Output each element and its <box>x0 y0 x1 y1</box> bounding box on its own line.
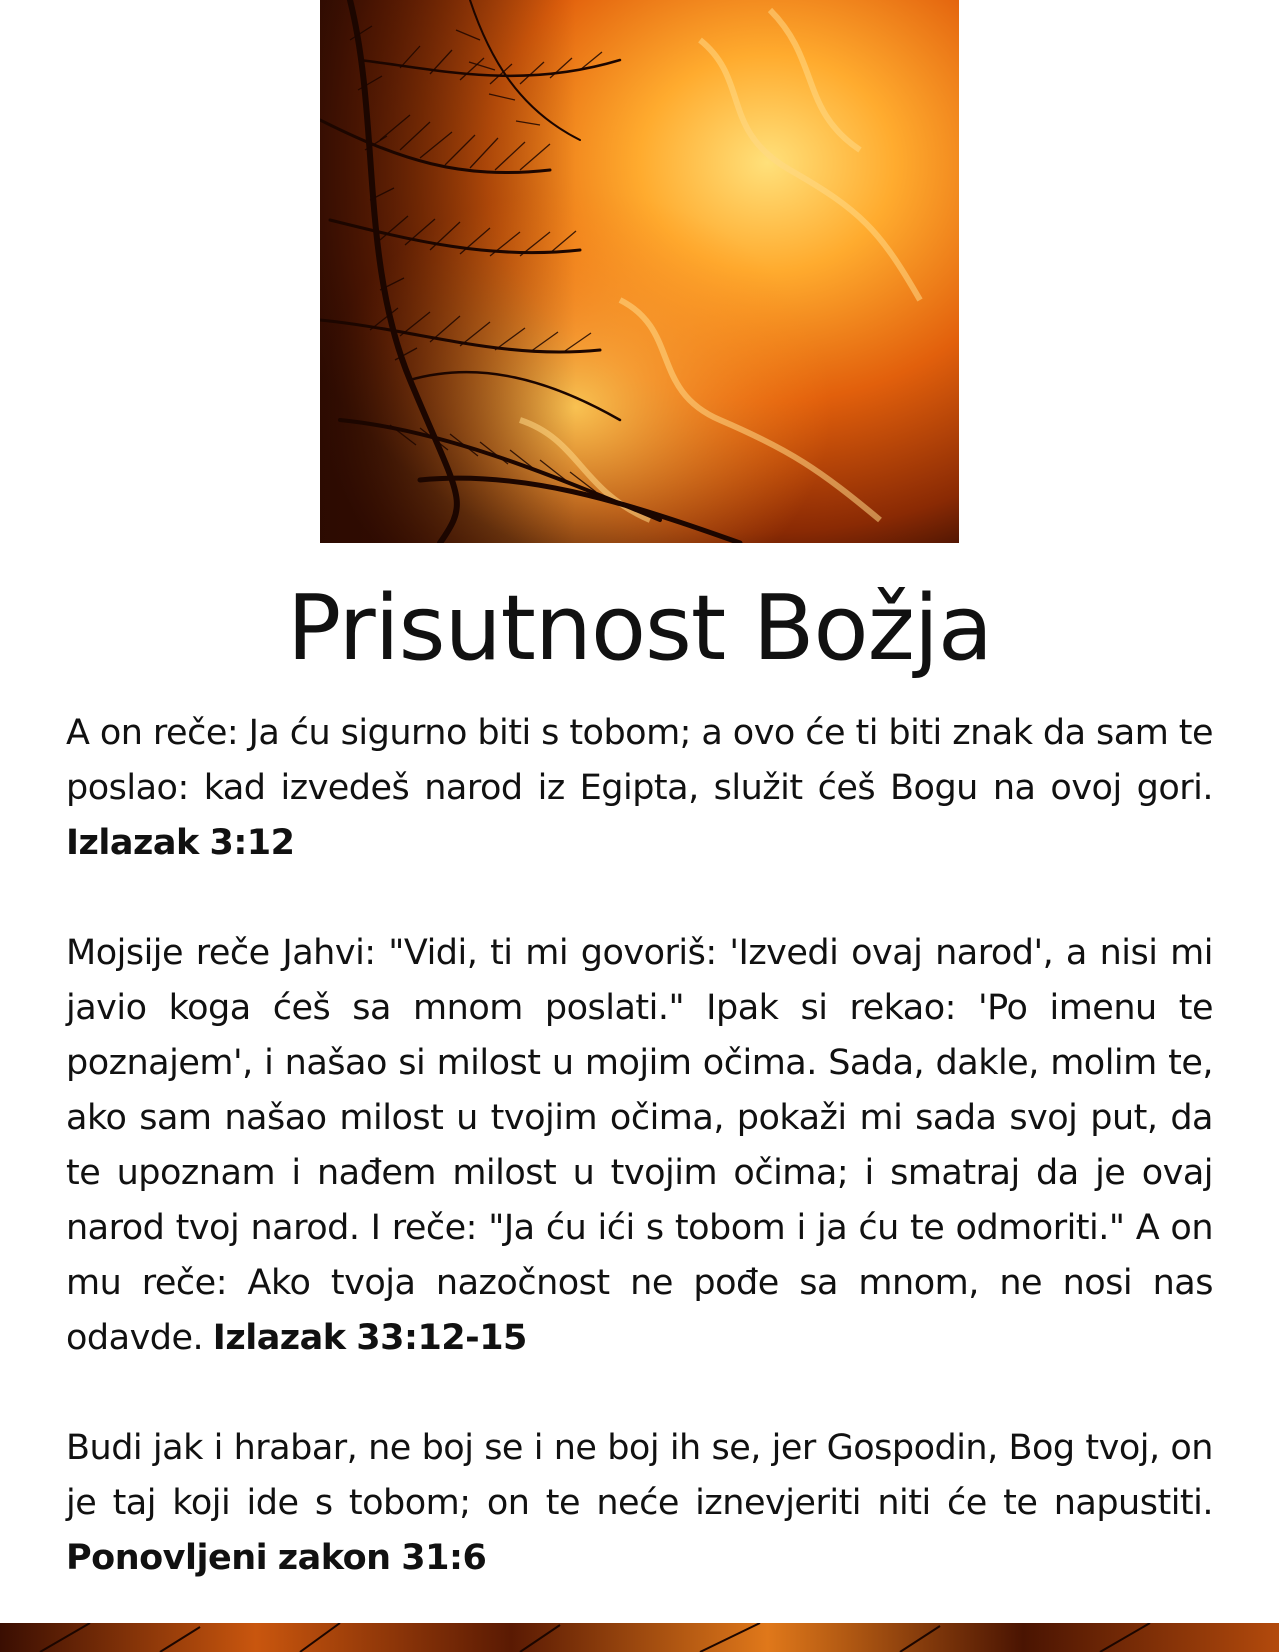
passage <box>66 1421 1213 1586</box>
passage-reference: Izlazak 3:12 <box>66 823 295 863</box>
passage <box>66 706 1213 871</box>
passage-reference: Izlazak 33:12-15 <box>212 1318 527 1358</box>
burning-bush-image <box>320 0 959 543</box>
passage-text: Mojsije reče Jahvi: "Vidi, ti mi govoriš: 'Izvedi ovaj narod', a nisi mi javio koga ćeš sa mnom poslati." Ipak si rekao: 'Po imenu te poznajem', i našao si milost u mojim očima. Sada, dakle, molim te, ako sam našao milost u tvojim očima, pokaži mi sada svoj put, da te upoznam i nađem milost u tvojim očima; i smatraj da je ovaj narod tvoj narod. I reče: "Ja ću ići s tobom i ja ću te odmoriti." A on mu reče: Ako tvoja nazočnost ne pođe sa mnom, ne nosi nas odavde. <box>66 933 1213 1358</box>
page-title: Prisutnost Božja <box>286 576 992 681</box>
scripture-passages <box>66 706 1213 1641</box>
passage-text: A on reče: Ja ću sigurno biti s tobom; a ovo će ti biti znak da sam te poslao: kad izvedeš narod iz Egipta, služit ćeš Bogu na ovoj gori. <box>66 713 1213 808</box>
passage-reference: Ponovljeni zakon 31:6 <box>66 1538 487 1578</box>
passage-text: Budi jak i hrabar, ne boj se i ne boj ih se, jer Gospodin, Bog tvoj, on je taj koji ide s tobom; on te neće iznevjeriti niti će te napustiti. <box>66 1428 1213 1523</box>
fire-footer-image <box>0 1623 1279 1652</box>
passage <box>66 926 1213 1366</box>
